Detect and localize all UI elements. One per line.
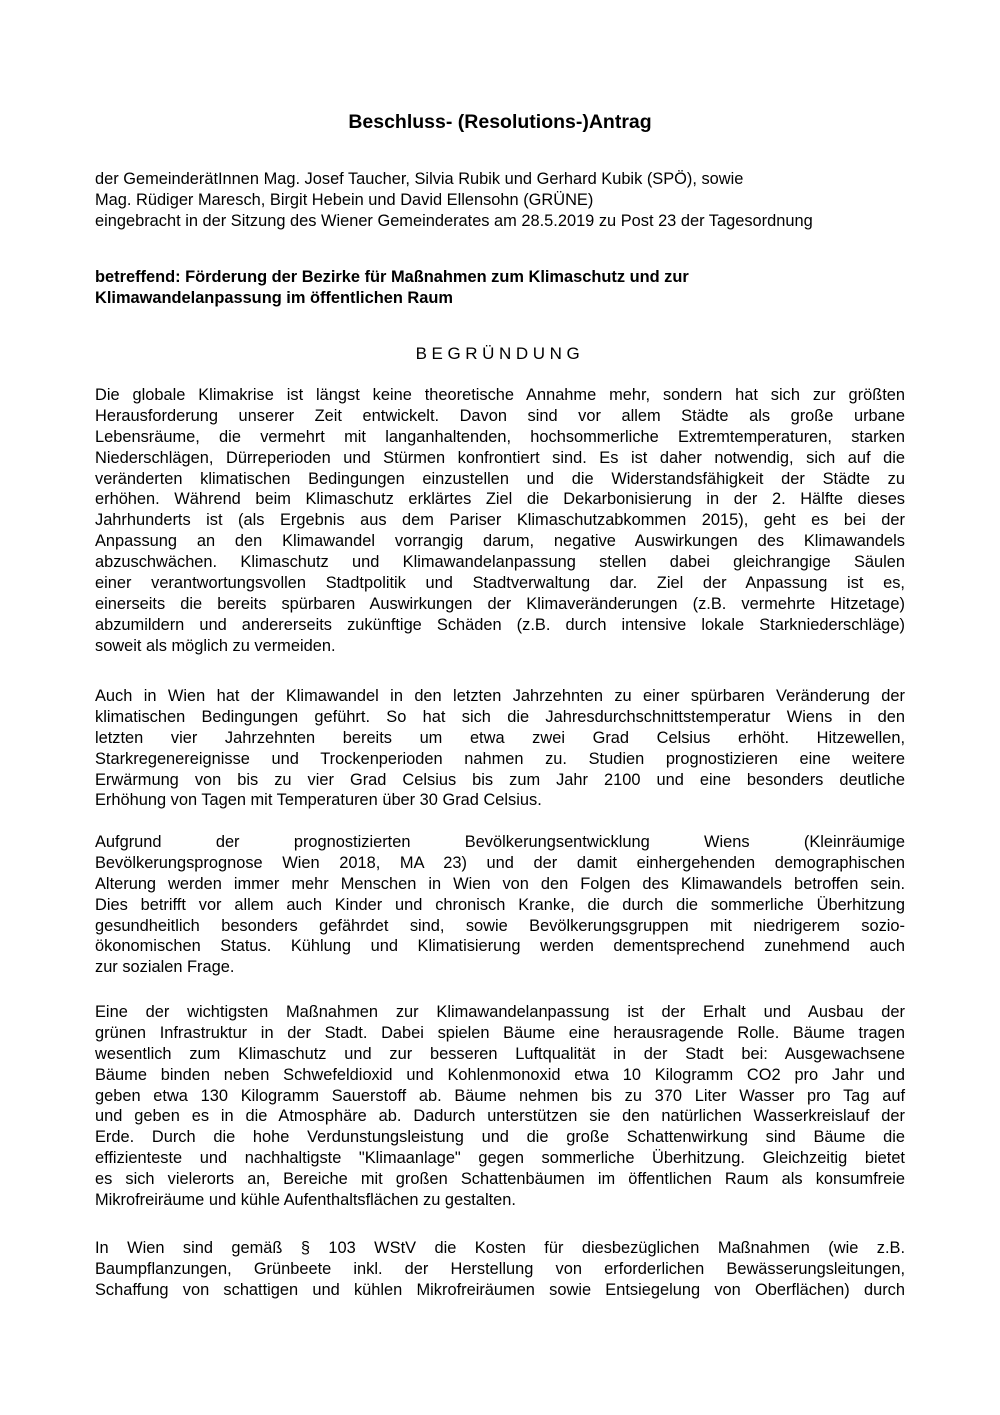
paragraph xyxy=(95,1002,905,1211)
paragraph-line: Schaffung von schattigen und kühlen Mikrofreiräumen sowie Entsiegelung von Oberflächen) durch xyxy=(95,1280,905,1299)
paragraph-line: wesentlich zum Klimaschutz und zur besseren Luftqualität in der Stadt bei: Ausgewachsene xyxy=(95,1044,905,1063)
section-heading: BEGRÜNDUNG xyxy=(415,344,585,363)
paragraph-line: zur sozialen Frage. xyxy=(95,958,235,977)
paragraph-line: geben etwa 130 Kilogramm Sauerstoff ab. Bäume nehmen bis zu 370 Liter Wasser pro Tag auf xyxy=(95,1086,905,1105)
paragraph-line: klimatischen Bedingungen geführt. So hat sich die Jahresdurchschnittstemperatur Wiens in den xyxy=(95,707,905,726)
paragraph-line: Mikrofreiräume und kühle Aufenthaltsflächen zu gestalten. xyxy=(95,1191,516,1210)
paragraph-line: Herausforderung unserer Zeit entwickelt. Davon sind vor allem Städte als große urbane xyxy=(95,406,905,425)
paragraph-line: grünen Infrastruktur in der Stadt. Dabei spielen Bäume eine herausragende Rolle. Bäume tragen xyxy=(95,1023,905,1042)
paragraph-line: Erde. Durch die hohe Verdunstungsleistung und die große Schattenwirkung sind Bäume die xyxy=(95,1128,905,1147)
paragraph-line: Eine der wichtigsten Maßnahmen zur Klimawandelanpassung ist der Erhalt und Ausbau der xyxy=(95,1003,905,1021)
paragraph-line: Bäume binden neben Schwefeldioxid und Kohlenmonoxid etwa 10 Kilogramm CO2 pro Jahr und xyxy=(95,1065,905,1084)
paragraph-line: Aufgrund der prognostizierten Bevölkerungsentwicklung Wiens (Kleinräumige xyxy=(95,833,905,851)
paragraph-line: Auch in Wien hat der Klimawandel in den letzten Jahrzehnten zu einer spürbaren Veränderung der xyxy=(95,687,905,705)
paragraph-line: In Wien sind gemäß § 103 WStV die Kosten für diesbezüglichen Maßnahmen (wie z.B. xyxy=(95,1239,905,1257)
paragraph-line: abzuschwächen. Klimaschutz und Klimawandelanpassung stellen dabei gleichrangige Säulen xyxy=(95,553,905,572)
paragraph-line: Dies betrifft vor allem auch Kinder und chronisch Kranke, die durch die sommerliche Überhitzung xyxy=(95,895,905,914)
paragraph-line: Lebensräume, die vermehrt mit langanhaltenden, hochsommerliche Extremtemperaturen, starken xyxy=(95,427,905,446)
paragraph-line: einer verantwortungsvollen Stadtpolitik und Stadtverwaltung dar. Ziel der Anpassung ist es, xyxy=(95,574,905,593)
paragraph-line: Anpassung an den Klimawandel vorrangig darum, negative Auswirkungen des Klimawandels xyxy=(95,532,905,551)
paragraph-line: ökonomischen Status. Kühlung und Klimatisierung werden dementsprechend zunehmend auch xyxy=(95,937,905,956)
paragraph-line: Die globale Klimakrise ist längst keine theoretische Annahme mehr, sondern hat sich zur größten xyxy=(95,386,905,404)
paragraph-line: Baumpflanzungen, Grünbeete inkl. der Herstellung von erforderlichen Bewässerungsleitungen, xyxy=(95,1259,905,1278)
paragraph-line: Erwärmung von bis zu vier Grad Celsius bis zum Jahr 2100 und eine besonders deutliche xyxy=(95,770,905,789)
paragraph-line: und geben es in die Atmosphäre ab. Dadurch unterstützen sie den natürlichen Wasserkreislauf der xyxy=(95,1107,905,1126)
paragraph-line: Jahrhunderts ist (als Ergebnis aus dem Pariser Klimaschutzabkommen 2015), geht es bei der xyxy=(95,511,905,530)
paragraph-line: Bevölkerungsprognose Wien 2018, MA 23) und der damit einhergehenden demographischen xyxy=(95,853,905,872)
paragraph-line: Niederschlägen, Dürreperioden und Stürmen konfrontiert sind. Es ist daher notwendig, sich auf die xyxy=(95,448,905,467)
paragraph-line: einerseits die bereits spürbaren Auswirkungen der Klimaveränderungen (z.B. vermehrte Hitzetage) xyxy=(95,594,905,613)
document-title: Beschluss- (Resolutions-)Antrag xyxy=(348,111,652,133)
subject-line: betreffend: Förderung der Bezirke für Maßnahmen zum Klimaschutz und zur xyxy=(95,268,689,286)
paragraph xyxy=(95,832,905,978)
submitters-line: der GemeinderätInnen Mag. Josef Taucher, Silvia Rubik und Gerhard Kubik (SPÖ), sowie xyxy=(95,170,744,188)
paragraph-line: veränderten klimatischen Bedingungen einzustellen und die Widerstandsfähigkeit der Städte zu xyxy=(95,469,905,488)
submitters-line: Mag. Rüdiger Maresch, Birgit Hebein und David Ellensohn (GRÜNE) xyxy=(95,191,594,209)
paragraph-line: abzumildern und andererseits zukünftige Schäden (z.B. durch intensive lokale Starkniederschläge) xyxy=(95,615,905,634)
paragraph-line: effizienteste und nachhaltigste "Klimaanlage" gegen sommerliche Überhitzung. Gleichzeitig bietet xyxy=(95,1149,905,1168)
paragraph xyxy=(95,1238,905,1301)
paragraph xyxy=(95,385,905,657)
paragraph-line: soweit als möglich zu vermeiden. xyxy=(95,636,336,655)
paragraph-line: Alterung werden immer mehr Menschen in Wien von den Folgen des Klimawandels betroffen sein. xyxy=(95,874,905,893)
paragraph-line: Starkregenereignisse und Trockenperioden nahmen zu. Studien prognostizieren eine weitere xyxy=(95,749,905,768)
subject-line: Klimawandelanpassung im öffentlichen Raum xyxy=(95,289,453,307)
paragraph-line: gesundheitlich besonders gefährdet sind, sowie Bevölkerungsgruppen mit niedrigerem sozio- xyxy=(95,916,905,935)
paragraph-line: Erhöhung von Tagen mit Temperaturen über 30 Grad Celsius. xyxy=(95,791,542,810)
paragraph-line: es sich vielerorts an, Bereiche mit großen Schattenbäumen im öffentlichen Raum als konsumfreie xyxy=(95,1170,905,1189)
submitters-line: eingebracht in der Sitzung des Wiener Gemeinderates am 28.5.2019 zu Post 23 der Tagesordnung xyxy=(95,212,813,230)
paragraph xyxy=(95,686,905,811)
paragraph-line: letzten vier Jahrzehnten bereits um etwa zwei Grad Celsius erhöht. Hitzewellen, xyxy=(95,728,905,747)
paragraph-line: erhöhen. Während beim Klimaschutz erklärtes Ziel die Dekarbonisierung in der 2. Hälfte dieses xyxy=(95,490,905,509)
